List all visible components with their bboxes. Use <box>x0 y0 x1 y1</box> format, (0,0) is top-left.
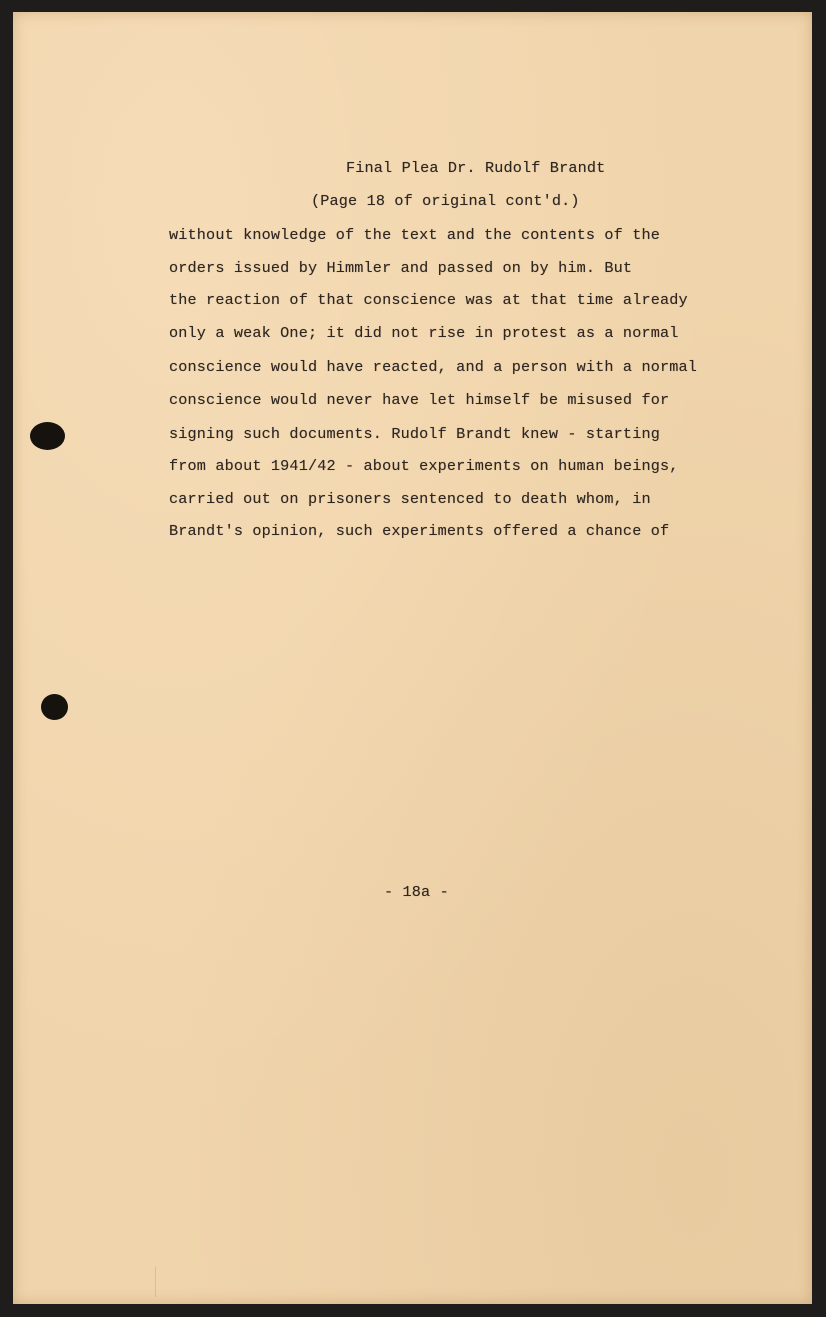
body-line: Brandt's opinion, such experiments offered a chance of <box>169 522 670 540</box>
body-line: only a weak One; it did not rise in protest as a normal <box>169 324 679 342</box>
body-line: orders issued by Himmler and passed on by him. But <box>169 259 633 277</box>
body-line: conscience would never have let himself be misused for <box>169 391 670 409</box>
body-line: the reaction of that conscience was at that time already <box>169 291 688 309</box>
fold-mark <box>155 1267 156 1297</box>
body-line: carried out on prisoners sentenced to death whom, in <box>169 490 651 508</box>
document-subtitle: (Page 18 of original cont'd.) <box>311 192 580 210</box>
punch-hole <box>41 694 68 720</box>
body-line: conscience would have reacted, and a person with a normal <box>169 358 698 376</box>
document-title: Final Plea Dr. Rudolf Brandt <box>346 159 606 177</box>
body-line: signing such documents. Rudolf Brandt knew - starting <box>169 425 660 443</box>
body-line: without knowledge of the text and the contents of the <box>169 226 660 244</box>
body-line: from about 1941/42 - about experiments on human beings, <box>169 457 679 475</box>
page-number: - 18a - <box>384 883 449 901</box>
punch-hole <box>30 422 65 450</box>
